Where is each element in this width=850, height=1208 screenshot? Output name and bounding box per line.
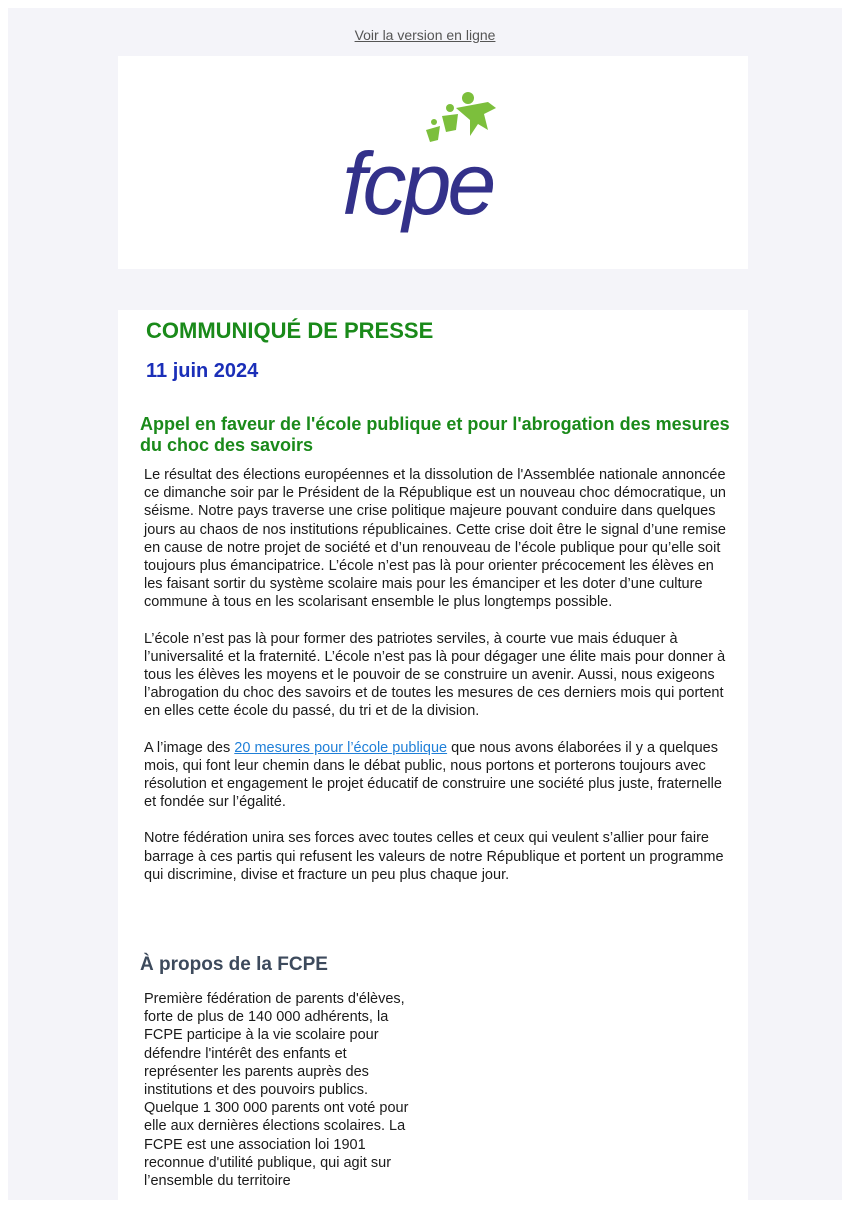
- logo-text: fcpe: [342, 134, 493, 233]
- about-paragraph-1: Première fédération de parents d'élèves, forte de plus de 140 000 adhérents, la FCPE participe à la vie scolaire pour défendre l'intérêt des enfants et représenter les parents auprès des institutions et des pouvoirs publics.: [144, 991, 405, 1099]
- press-release-date: 11 juin 2024: [146, 360, 259, 382]
- paragraph-2: L’école n’est pas là pour former des patriotes serviles, à courte vue mais éduquer à l’universalité et la fraternité. L’école n’est pas là pour dégager une élite mais pour donner à tous les élèves les moyens et le pouvoir de se construire un avenir. Aussi, nous exigeons l’abrogation du choc des savoirs et de toutes les mesures de ces derniers mois qui portent en elles cette école du passé, du tri et de la division.: [144, 630, 726, 720]
- twenty-measures-link[interactable]: 20 mesures pour l’école publique: [234, 739, 448, 756]
- about-title: À propos de la FCPE: [140, 954, 328, 975]
- press-release-card: [118, 310, 748, 1208]
- paragraph-1: Le résultat des élections européennes et la dissolution de l'Assemblée nationale annoncée ce dimanche soir par le Président de la République est un nouveau choc démocratique, un séisme. Notre pays traverse une crise politique majeure pouvant conduire dans quelques jours au chaos de nos institutions républicaines. Cette crise doit être le signal d’une remise en cause de notre projet de société et d’un renouveau de l’école publique pour qu’elle soit toujours plus émancipatrice. L’école n’est pas là pour orienter précocement les élèves en les faisant sortir du système scolaire mais pour les émanciper et les doter d’une culture commune à tous en les scolarisant ensemble le plus longtemps possible.: [144, 467, 726, 611]
- about-paragraph-2: Quelque 1 300 000 parents ont voté pour elle aux dernières élections scolaires. La FCPE est une association loi 1901 reconnue d'utilité publique, qui agit sur l’ensemble du territoire: [144, 1100, 409, 1190]
- email-frame: [8, 8, 842, 1200]
- paragraph-3-start: A l’image des: [144, 739, 235, 756]
- paragraph-3: [144, 739, 729, 812]
- press-release-title: Appel en faveur de l'école publique et pour l'abrogation des mesures du choc des savoirs: [140, 414, 730, 455]
- view-online-link[interactable]: Voir la version en ligne: [354, 27, 496, 43]
- paragraph-3-end: que nous avons élaborées il y a quelques mois, qui font leur chemin dans le débat public, nous portons et porterons toujours avec résolution et engagement le projet éducatif de construire une société plus juste, fraternelle et fondée sur l’égalité.: [144, 739, 722, 811]
- about-body: [144, 990, 412, 1190]
- fcpe-logo: [338, 86, 528, 236]
- logo-card: [118, 56, 748, 269]
- press-release-label: COMMUNIQUÉ DE PRESSE: [146, 318, 434, 343]
- press-release-body: [144, 466, 729, 902]
- paragraph-4: Notre fédération unira ses forces avec toutes celles et ceux qui veulent s’allier pour faire barrage à ces partis qui refusent les valeurs de notre République et portent un programme qui discrimine, divise et fracture un peu plus chaque jour.: [144, 830, 724, 883]
